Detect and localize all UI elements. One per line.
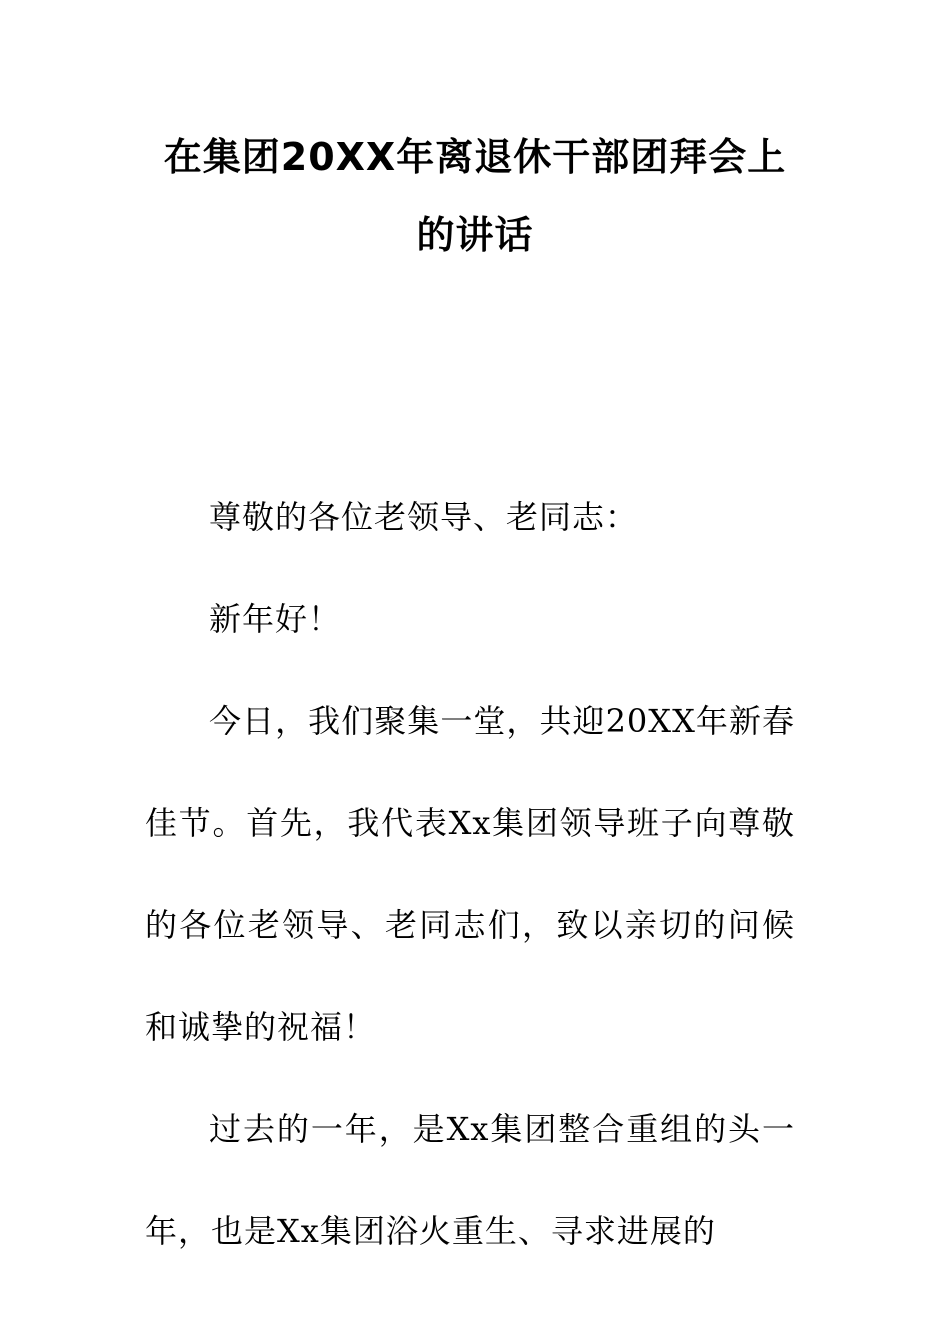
title-line-1: 在集团20XX年离退休干部团拜会上 [163,135,787,179]
title-line-2: 的讲话 [416,213,534,257]
body-paragraph: 今日，我们聚集一堂，共迎20XX年新春佳节。首先，我代表Xx集团领导班子向尊敬的各位老领导、老同志们，致以亲切的问候和诚挚的祝福！ [145,702,795,1046]
body-paragraph: 过去的一年，是Xx集团整合重组的头一年，也是Xx集团浴火重生、寻求进展的 [145,1110,795,1250]
document-title [140,118,810,274]
greeting-paragraph: 新年好！ [209,600,342,638]
document-body [145,466,795,1282]
salutation-paragraph: 尊敬的各位老领导、老同志： [209,498,639,536]
